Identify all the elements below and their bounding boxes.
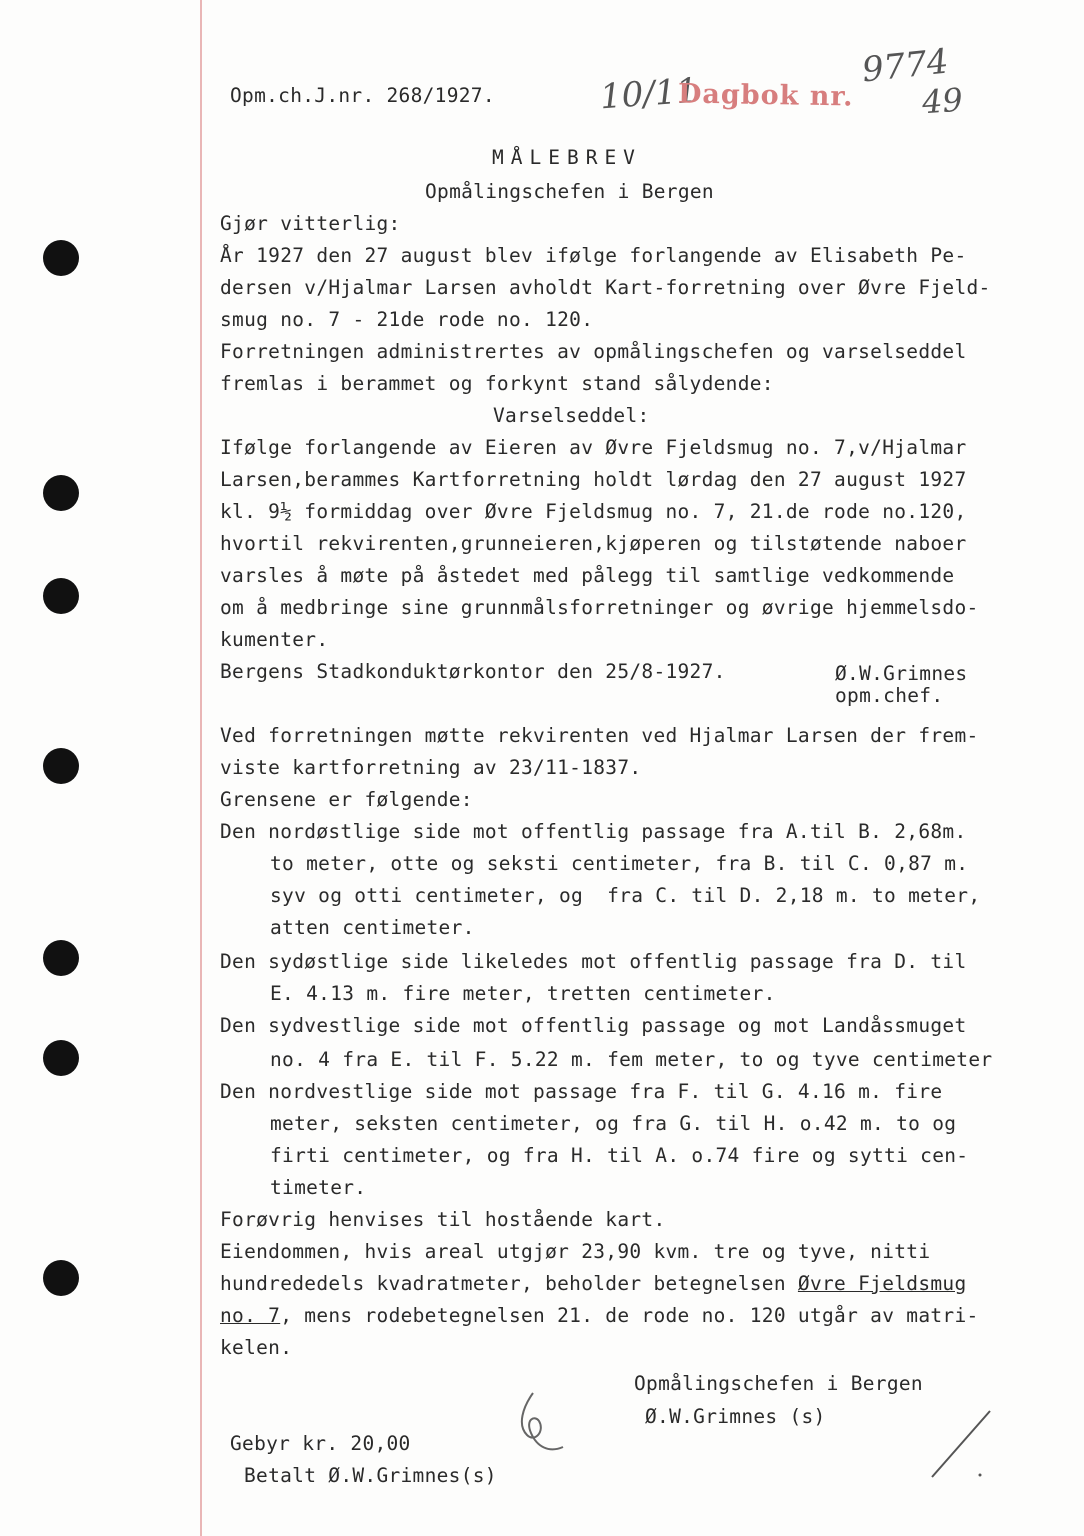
body-line: kl. 9½ formiddag over Øvre Fjeldsmug no. 7, 21.de rode no.120,: [220, 500, 967, 523]
document-title: MÅLEBREV: [492, 146, 642, 169]
body-line: Den nordøstlige side mot offentlig passage fra A.til B. 2,68m.: [220, 820, 967, 843]
body-line: [220, 1272, 966, 1296]
notice-signature-title: opm.chef.: [835, 684, 944, 707]
handwritten-journal-number: 9774: [860, 41, 951, 91]
body-line: hvortil rekvirenten,grunneieren,kjøperen og tilstøtende naboer: [220, 532, 967, 555]
body-line: År 1927 den 27 august blev ifølge forlangende av Elisabeth Pe-: [220, 244, 967, 267]
body-line: syv og otti centimeter, og fra C. til D. 2,18 m. to meter,: [270, 884, 981, 907]
body-line: Forretningen administrertes av opmålingschefen og varselseddel: [220, 340, 967, 363]
notice-signature: Ø.W.Grimnes: [835, 662, 968, 685]
body-line: Gjør vitterlig:: [220, 212, 401, 235]
punch-hole: [43, 240, 79, 276]
signature-office: Opmålingschefen i Bergen: [634, 1372, 923, 1395]
body-line: to meter, otte og seksti centimeter, fra B. til C. 0,87 m.: [270, 852, 969, 875]
body-line: Eiendommen, hvis areal utgjør 23,90 kvm. tre og tyve, nitti: [220, 1240, 931, 1263]
property-name: Øvre Fjeldsmug: [797, 1272, 967, 1295]
body-line: dersen v/Hjalmar Larsen avholdt Kart-forretning over Øvre Fjeld-: [220, 276, 991, 299]
handwritten-tick: [922, 1405, 1002, 1485]
fee-paid: Betalt Ø.W.Grimnes(s): [244, 1464, 497, 1487]
punch-hole: [43, 1260, 79, 1296]
body-line: Ved forretningen møtte rekvirenten ved Hjalmar Larsen der frem-: [220, 724, 979, 747]
body-line: Larsen,berammes Kartforretning holdt lørdag den 27 august 1927: [220, 468, 967, 491]
punch-hole: [43, 475, 79, 511]
body-line: [220, 1304, 979, 1328]
document-subtitle: Opmålingschefen i Bergen: [425, 180, 714, 203]
section-heading: Varselseddel:: [493, 404, 650, 427]
body-line: Den nordvestlige side mot passage fra F. til G. 4.16 m. fire: [220, 1080, 943, 1103]
body-line: Ifølge forlangende av Eieren av Øvre Fjeldsmug no. 7,v/Hjalmar: [220, 436, 967, 459]
body-line: fremlas i berammet og forkynt stand sålydende:: [220, 372, 774, 395]
journal-stamp: [678, 78, 854, 112]
body-line: Bergens Stadkonduktørkontor den 25/8-1927.: [220, 660, 726, 683]
stamp-label: Dagbok nr.: [677, 78, 854, 113]
body-line: kelen.: [220, 1336, 293, 1359]
body-line: E. 4.13 m. fire meter, tretten centimeter.: [270, 982, 776, 1005]
body-line: atten centimeter.: [270, 916, 475, 939]
punch-hole: [43, 748, 79, 784]
punch-hole: [43, 578, 79, 614]
body-line: varsles å møte på åstedet med pålegg til samtlige vedkommende: [220, 564, 955, 587]
body-text: hundrededels kvadratmeter, beholder betegnelsen: [220, 1272, 798, 1295]
body-line: smug no. 7 - 21de rode no. 120.: [220, 308, 594, 331]
body-line: Den sydøstlige side likeledes mot offentlig passage fra D. til: [220, 950, 967, 973]
body-line: Forøvrig henvises til hostående kart.: [220, 1208, 666, 1231]
body-text: , mens rodebetegnelsen 21. de rode no. 120 utgår av matri-: [280, 1304, 979, 1327]
handwritten-initial: [505, 1385, 585, 1465]
punch-hole: [43, 1040, 79, 1076]
fee-label: Gebyr kr. 20,00: [230, 1432, 411, 1455]
handwritten-date: 10/11: [598, 70, 700, 118]
body-line: firti centimeter, og fra H. til A. o.74 fire og sytti cen-: [270, 1144, 969, 1167]
body-line: timeter.: [270, 1176, 367, 1199]
body-line: Den sydvestlige side mot offentlig passage og mot Landåssmuget: [220, 1014, 967, 1037]
body-line: Grensene er følgende:: [220, 788, 473, 811]
property-number: no. 7: [220, 1304, 281, 1327]
body-line: meter, seksten centimeter, og fra G. til H. o.42 m. to og: [270, 1112, 957, 1135]
body-line: no. 4 fra E. til F. 5.22 m. fem meter, to og tyve centimeter: [270, 1048, 993, 1071]
signature-name: Ø.W.Grimnes (s): [645, 1405, 826, 1428]
handwritten-year: 49: [920, 80, 964, 122]
body-line: kumenter.: [220, 628, 329, 651]
body-line: viste kartforretning av 23/11-1837.: [220, 756, 642, 779]
margin-line: [200, 0, 202, 1536]
reference-number: Opm.ch.J.nr. 268/1927.: [230, 84, 495, 107]
body-line: om å medbringe sine grunnmålsforretninger og øvrige hjemmelsdo-: [220, 596, 979, 619]
punch-hole: [43, 940, 79, 976]
